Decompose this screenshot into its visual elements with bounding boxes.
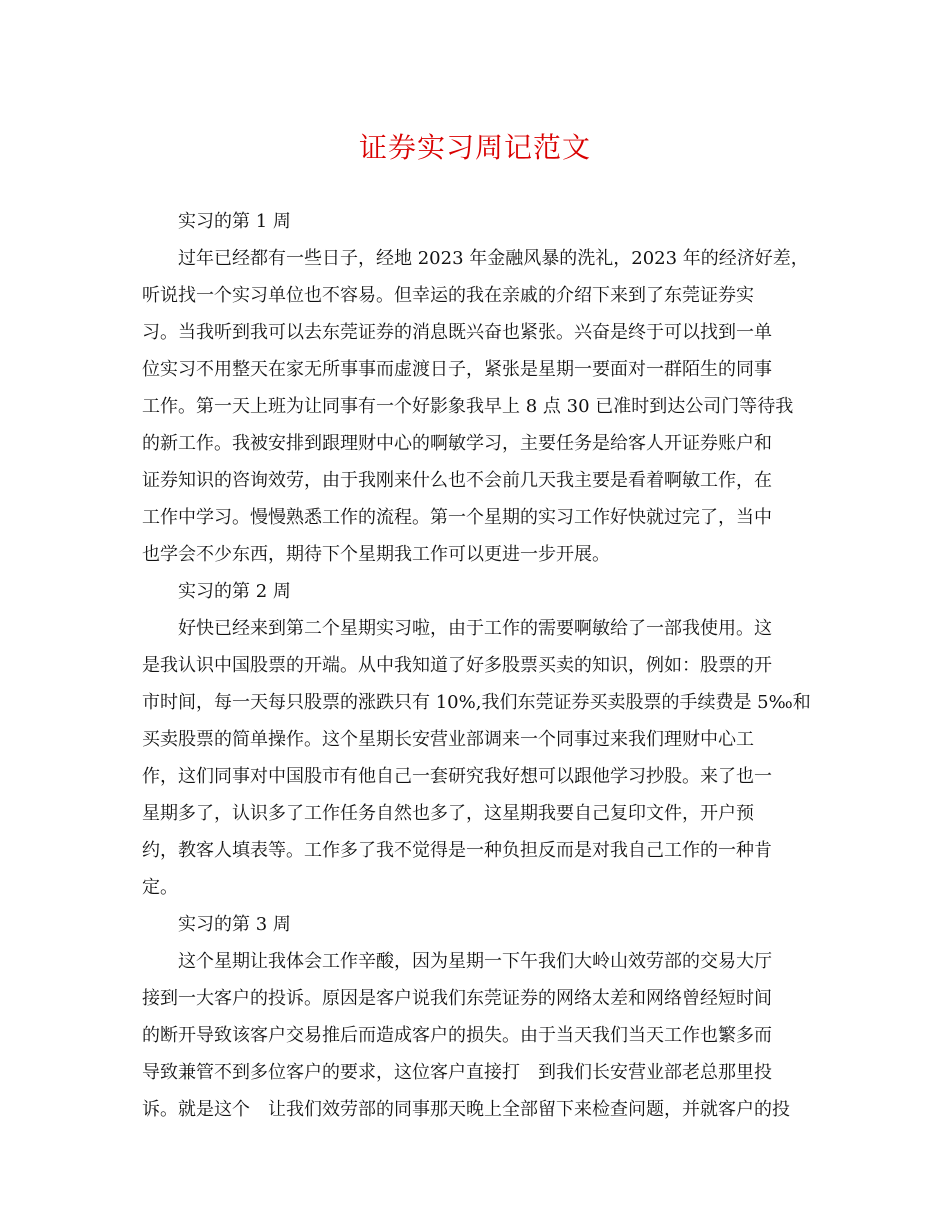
paragraph-line: 导致兼管不到多位客户的要求，这位客户直接打 到我们长安营业部老总那里投 [142, 1062, 772, 1083]
paragraph-line: 这个星期让我体会工作辛酸，因为星期一下午我们大岭山效劳部的交易大厅 [178, 951, 772, 972]
paragraph-line: 也学会不少东西，期待下个星期我工作可以更进一步开展。 [142, 544, 610, 565]
paragraph-line: 听说找一个实习单位也不容易。但幸运的我在亲戚的介绍下来到了东莞证券实 [142, 285, 754, 306]
paragraph-line: 诉。就是这个 让我们效劳部的同事那天晚上全部留下来检查问题，并就客户的投 [142, 1099, 790, 1120]
paragraph-line: 星期多了，认识多了工作任务自然也多了，这星期我要自己复印文件，开户预 [142, 803, 754, 824]
paragraph-line: 定。 [142, 877, 178, 898]
paragraph-line: 习。当我听到我可以去东莞证券的消息既兴奋也紧张。兴奋是终于可以找到一单 [142, 322, 772, 343]
paragraph-line: 约，教客人填表等。工作多了我不觉得是一种负担反而是对我自己工作的一种肯 [142, 840, 772, 861]
paragraph-line: 工作。第一天上班为让同事有一个好影象我早上 8 点 30 已准时到达公司门等待我 [142, 396, 794, 417]
section-heading-week-1: 实习的第 1 周 [178, 211, 291, 232]
paragraph-line: 作，这们同事对中国股市有他自己一套研究我好想可以跟他学习抄股。来了也一 [142, 766, 772, 787]
document-title: 证券实习周记范文 [358, 131, 591, 164]
paragraph-line: 买卖股票的简单操作。这个星期长安营业部调来一个同事过来我们理财中心工 [142, 729, 754, 750]
paragraph-line: 工作中学习。慢慢熟悉工作的流程。第一个星期的实习工作好快就过完了，当中 [142, 507, 772, 528]
paragraph-line: 市时间，每一天每只股票的涨跌只有 10%,我们东莞证券买卖股票的手续费是 5‰和 [142, 692, 811, 713]
section-heading-week-2: 实习的第 2 周 [178, 581, 291, 602]
paragraph-line: 过年已经都有一些日子，经地 2023 年金融风暴的洗礼，2023 年的经济好差， [178, 248, 809, 269]
paragraph-line: 好快已经来到第二个星期实习啦，由于工作的需要啊敏给了一部我使用。这 [178, 618, 772, 639]
paragraph-line: 的新工作。我被安排到跟理财中心的啊敏学习，主要任务是给客人开证券账户和 [142, 433, 772, 454]
paragraph-line: 是我认识中国股票的开端。从中我知道了好多股票买卖的知识，例如：股票的开 [142, 655, 772, 676]
paragraph-line: 位实习不用整天在家无所事事而虚渡日子，紧张是星期一要面对一群陌生的同事 [142, 359, 772, 380]
paragraph-line: 接到一大客户的投诉。原因是客户说我们东莞证券的网络太差和网络曾经短时间 [142, 988, 772, 1009]
section-heading-week-3: 实习的第 3 周 [178, 914, 291, 935]
paragraph-line: 证券知识的咨询效劳，由于我刚来什么也不会前几天我主要是看着啊敏工作，在 [142, 470, 772, 491]
paragraph-line: 的断开导致该客户交易推后而造成客户的损失。由于当天我们当天工作也繁多而 [142, 1025, 772, 1046]
